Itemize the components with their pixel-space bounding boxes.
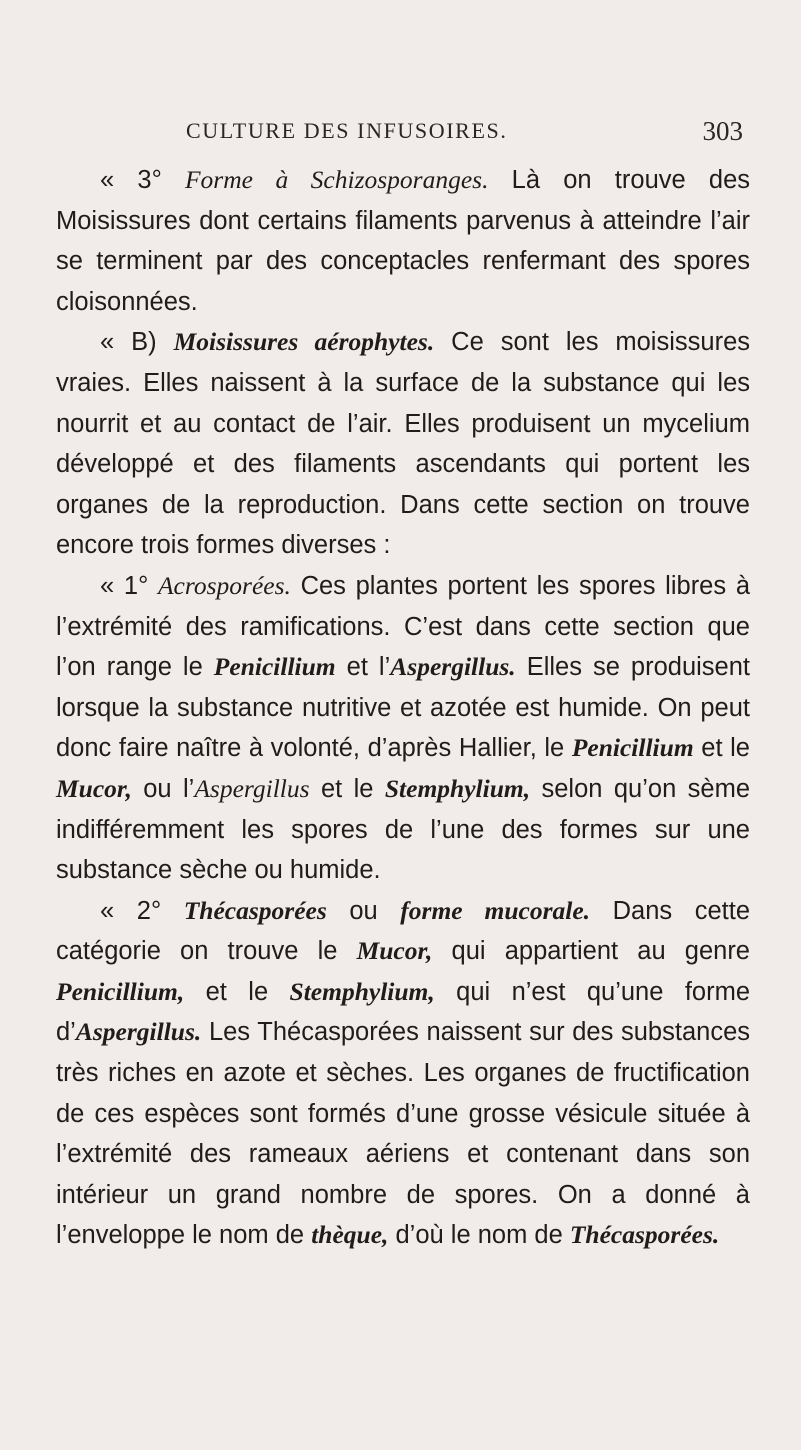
paragraph-text: ou bbox=[326, 896, 401, 925]
paragraph-text: Elles se produisent lorsque la substance nutritive et azotée est humide. On peut donc faire naître à volonté, d’après Hallier, le bbox=[56, 653, 750, 763]
paragraph-text: et le bbox=[309, 774, 385, 803]
body-text bbox=[56, 160, 750, 1256]
paragraph-text: ou l’ bbox=[131, 774, 195, 803]
italic-term: Forme à Schizosporanges. bbox=[184, 165, 489, 194]
paragraph-lead: « B) bbox=[100, 328, 174, 357]
paragraph-text: d’où le nom de bbox=[388, 1221, 570, 1250]
italic-term: Moisissures aérophytes. bbox=[173, 327, 435, 357]
paragraph-text: et l’ bbox=[335, 653, 391, 682]
paragraph-text: et le bbox=[184, 977, 290, 1006]
paragraph-lead: « 2° bbox=[100, 896, 184, 925]
italic-term: Mucor, bbox=[56, 773, 132, 803]
italic-term: Penicillium, bbox=[56, 976, 185, 1006]
paragraph-text: Ce sont les moisissures vraies. Elles naissent à la surface de la substance qui les nourrit et au contact de l’air. Elles produisent un mycelium développé et des filaments ascendants qui portent les organes de la reproduction. Dans cette section on trouve encore trois formes diverses : bbox=[56, 328, 750, 560]
italic-term: Thécasporées. bbox=[569, 1220, 720, 1250]
paragraph-aerophytes bbox=[56, 322, 750, 566]
page-number: 303 bbox=[702, 116, 743, 146]
italic-term: Mucor, bbox=[356, 936, 433, 966]
paragraph-lead: « 1° bbox=[100, 571, 158, 600]
paragraph-thecasporees bbox=[56, 891, 750, 1256]
running-header bbox=[0, 118, 801, 148]
running-title: CULTURE DES INFUSOIRES. bbox=[186, 118, 508, 143]
italic-term: Aspergillus. bbox=[390, 652, 516, 682]
paragraph-text: et le bbox=[693, 734, 750, 763]
paragraph-acrosporees bbox=[56, 566, 750, 891]
italic-term: forme mucorale. bbox=[400, 895, 591, 925]
paragraph-text: Ces plantes portent les spores libres à l’extrémité des ramifications. C’est dans cette section que l’on range le bbox=[56, 571, 750, 682]
paragraph-text: qui appartient au genre bbox=[432, 937, 750, 966]
paragraph-schizosporanges bbox=[56, 160, 750, 322]
paragraph-text: Dans cette catégorie on trouve le bbox=[56, 896, 750, 966]
italic-term: Penicillium bbox=[213, 652, 336, 682]
italic-term: Aspergillus bbox=[194, 773, 310, 803]
italic-term: Stemphylium, bbox=[289, 976, 435, 1006]
italic-term: Acrosporées. bbox=[157, 570, 291, 600]
paragraph-text: Les Thécasporées naissent sur des substances très riches en azote et sèches. Les organes de fructification de ces espèces sont formés d’une grosse vésicule située à l’extrémité des rameaux aériens et contenant dans son intérieur un grand nombre de spores. On a donné à l’enveloppe le nom de bbox=[56, 1018, 750, 1250]
italic-term: Stemphylium, bbox=[384, 773, 531, 803]
italic-term: thèque, bbox=[311, 1220, 389, 1250]
italic-term: Aspergillus. bbox=[75, 1017, 202, 1047]
paragraph-text: selon qu’on sème indifféremment les spores de l’une des formes sur une substance sèche ou humide. bbox=[56, 774, 751, 885]
paragraph-lead: « 3° bbox=[100, 166, 185, 194]
italic-term: Penicillium bbox=[571, 733, 694, 763]
italic-term: Thécasporées bbox=[183, 895, 327, 925]
paragraph-text: Là on trouve des Moisissures dont certains filaments parvenus à atteindre l’air se terminent par des conceptacles renfermant des spores cloisonnées. bbox=[56, 166, 750, 316]
paragraph-text: qui n’est qu’une forme d’ bbox=[56, 977, 750, 1047]
